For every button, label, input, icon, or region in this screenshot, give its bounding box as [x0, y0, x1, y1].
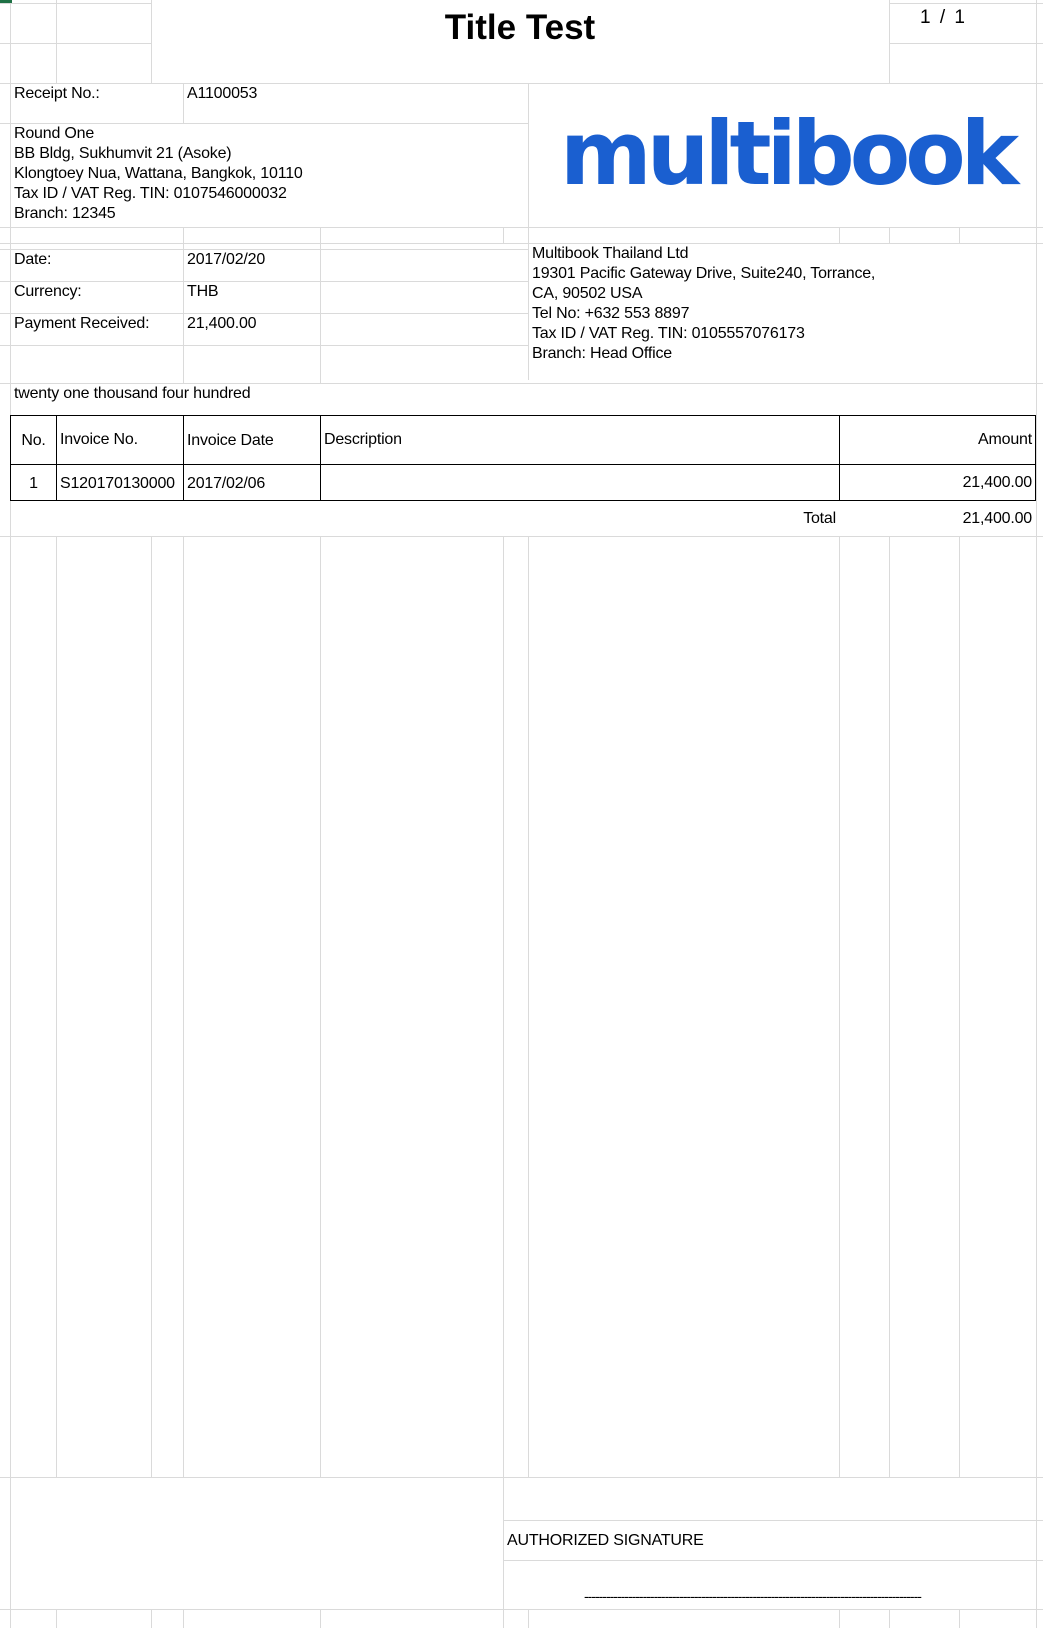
- signature-line: --------------------------------------------------------------------------------------------: [584, 1588, 921, 1604]
- col-header-no: No.: [21, 432, 46, 449]
- company-address-line1: 19301 Pacific Gateway Drive, Suite240, Torrance,: [532, 265, 876, 282]
- page-number: [920, 6, 1000, 30]
- cell-cursor-marker: [0, 0, 12, 3]
- customer-branch: Branch: 12345: [14, 205, 116, 222]
- col-header-invoice-no: Invoice No.: [60, 431, 138, 448]
- payment-received-value: 21,400.00: [187, 315, 257, 332]
- row-invoice-date: 2017/02/06: [187, 475, 266, 492]
- col-header-invoice-date: Invoice Date: [187, 432, 274, 449]
- customer-address-line2: Klongtoey Nua, Wattana, Bangkok, 10110: [14, 165, 303, 182]
- company-tax-id: Tax ID / VAT Reg. TIN: 0105557076173: [532, 325, 805, 342]
- page-current: 1: [920, 7, 931, 28]
- total-label: Total: [803, 510, 836, 527]
- company-name: Multibook Thailand Ltd: [532, 245, 689, 262]
- date-label: Date:: [14, 251, 52, 268]
- total-value: 21,400.00: [962, 510, 1032, 527]
- receipt-number-value: A1100053: [187, 85, 258, 102]
- date-value: 2017/02/20: [187, 251, 266, 268]
- page-separator: /: [939, 7, 946, 28]
- currency-value: THB: [187, 283, 219, 300]
- authorized-signature-label: AUTHORIZED SIGNATURE: [507, 1532, 704, 1549]
- col-header-amount: Amount: [978, 431, 1032, 448]
- document-title: Title Test: [444, 8, 596, 47]
- row-no: 1: [29, 475, 38, 492]
- customer-tax-id: Tax ID / VAT Reg. TIN: 0107546000032: [14, 185, 287, 202]
- payment-received-label: Payment Received:: [14, 315, 150, 332]
- customer-address-line1: BB Bldg, Sukhumvit 21 (Asoke): [14, 145, 232, 162]
- row-invoice-no: S120170130000: [60, 475, 175, 492]
- amount-in-words: twenty one thousand four hundred: [14, 385, 251, 402]
- customer-name: Round One: [14, 125, 95, 142]
- page-total: 1: [954, 7, 965, 28]
- company-address-line2: CA, 90502 USA: [532, 285, 643, 302]
- receipt-number-label: Receipt No.:: [14, 85, 100, 102]
- multibook-logo: multibook: [560, 102, 1015, 205]
- col-header-description: Description: [324, 431, 402, 448]
- currency-label: Currency:: [14, 283, 82, 300]
- row-amount: 21,400.00: [962, 474, 1032, 491]
- company-tel: Tel No: +632 553 8897: [532, 305, 690, 322]
- company-branch: Branch: Head Office: [532, 345, 672, 362]
